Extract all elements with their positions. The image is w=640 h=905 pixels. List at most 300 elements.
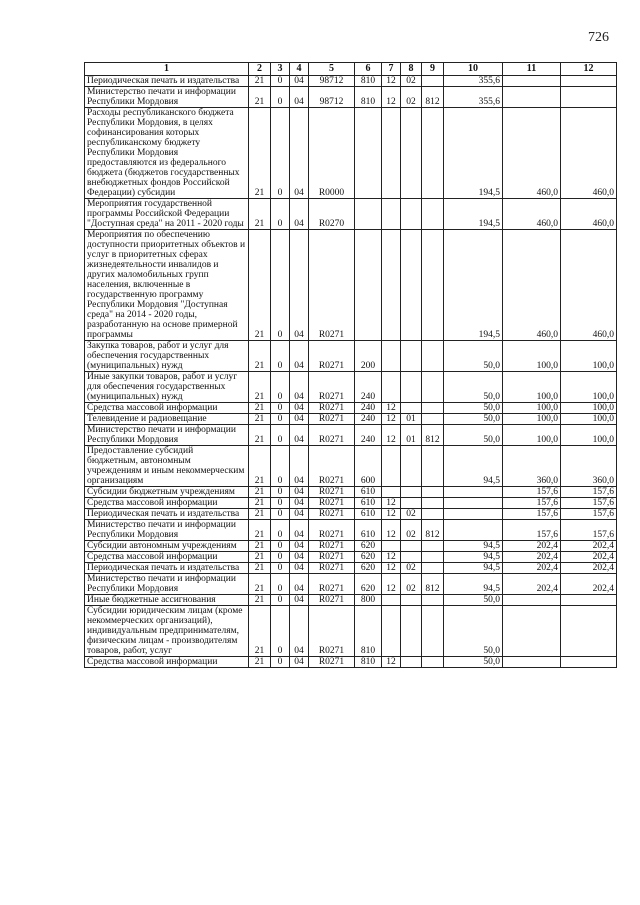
code-cell-2: 21 [249, 341, 271, 372]
column-header: 6 [355, 63, 382, 76]
ministry-code-cell [422, 403, 444, 414]
code-cell-2: 21 [249, 595, 271, 606]
subsection-cell [401, 199, 422, 230]
amount-cell-col11: 460,0 [503, 230, 561, 341]
amount-cell-col12 [561, 76, 617, 87]
amount-cell-col10: 50,0 [444, 657, 503, 668]
amount-cell-col10: 50,0 [444, 414, 503, 425]
subsection-cell: 02 [401, 87, 422, 108]
section-cell: 12 [382, 498, 401, 509]
target-article-cell: R0271 [309, 574, 355, 595]
subsection-cell: 02 [401, 509, 422, 520]
target-article-cell: R0271 [309, 341, 355, 372]
row-name-cell: Субсидии юридическим лицам (кроме некоммерческих организаций), индивидуальным предпринимателям, физическим лицам - производителям товаров, работ, услуг [85, 606, 249, 657]
amount-cell-col12: 157,6 [561, 487, 617, 498]
table-row [85, 403, 617, 414]
amount-cell-col10: 50,0 [444, 403, 503, 414]
code-cell-2: 21 [249, 498, 271, 509]
subsection-cell [401, 341, 422, 372]
section-cell [382, 487, 401, 498]
amount-cell-col12: 100,0 [561, 414, 617, 425]
code-cell-2: 21 [249, 509, 271, 520]
target-article-cell: R0271 [309, 487, 355, 498]
table-body [85, 76, 617, 668]
subsection-cell [401, 108, 422, 199]
ministry-code-cell: 812 [422, 520, 444, 541]
column-header: 7 [382, 63, 401, 76]
code-cell-3: 0 [271, 657, 290, 668]
code-cell-3: 0 [271, 341, 290, 372]
code-cell-2: 21 [249, 230, 271, 341]
section-cell [382, 199, 401, 230]
section-cell: 12 [382, 563, 401, 574]
code-cell-3: 0 [271, 372, 290, 403]
row-name-cell: Средства массовой информации [85, 403, 249, 414]
code-cell-4: 04 [290, 657, 309, 668]
section-cell: 12 [382, 403, 401, 414]
row-name-cell: Периодическая печать и издательства [85, 76, 249, 87]
amount-cell-col11: 100,0 [503, 372, 561, 403]
code-cell-4: 04 [290, 509, 309, 520]
code-cell-2: 21 [249, 552, 271, 563]
section-cell [382, 541, 401, 552]
expense-type-cell [355, 230, 382, 341]
amount-cell-col10: 355,6 [444, 76, 503, 87]
code-cell-2: 21 [249, 574, 271, 595]
amount-cell-col12: 202,4 [561, 574, 617, 595]
amount-cell-col12: 460,0 [561, 108, 617, 199]
subsection-cell: 01 [401, 414, 422, 425]
target-article-cell: R0271 [309, 403, 355, 414]
section-cell [382, 372, 401, 403]
subsection-cell: 02 [401, 563, 422, 574]
code-cell-2: 21 [249, 372, 271, 403]
subsection-cell [401, 498, 422, 509]
target-article-cell: R0271 [309, 425, 355, 446]
code-cell-4: 04 [290, 563, 309, 574]
code-cell-4: 04 [290, 552, 309, 563]
amount-cell-col11 [503, 76, 561, 87]
code-cell-4: 04 [290, 425, 309, 446]
table-row [85, 574, 617, 595]
table-row [85, 520, 617, 541]
expense-type-cell: 610 [355, 509, 382, 520]
target-article-cell: 98712 [309, 87, 355, 108]
target-article-cell: R0271 [309, 372, 355, 403]
section-cell [382, 606, 401, 657]
code-cell-3: 0 [271, 509, 290, 520]
table-row [85, 76, 617, 87]
code-cell-4: 04 [290, 574, 309, 595]
amount-cell-col10: 50,0 [444, 341, 503, 372]
row-name-cell: Иные закупки товаров, работ и услуг для обеспечения государственных (муниципальных) нужд [85, 372, 249, 403]
target-article-cell: R0000 [309, 108, 355, 199]
ministry-code-cell [422, 552, 444, 563]
amount-cell-col10: 194,5 [444, 108, 503, 199]
row-name-cell: Министерство печати и информации Республики Мордовия [85, 520, 249, 541]
subsection-cell: 02 [401, 574, 422, 595]
page-number: 726 [588, 30, 609, 45]
target-article-cell: R0271 [309, 563, 355, 574]
row-name-cell: Мероприятия по обеспечению доступности приоритетных объектов и услуг в приоритетных сферах жизнедеятельности инвалидов и других маломобильных групп населения, включенные в государственную программу Республики Мордовия "Доступная среда" на 2014 - 2020 годы, разработанную на основе примерной программы [85, 230, 249, 341]
code-cell-3: 0 [271, 230, 290, 341]
row-name-cell: Министерство печати и информации Республики Мордовия [85, 574, 249, 595]
code-cell-2: 21 [249, 108, 271, 199]
expense-type-cell: 200 [355, 341, 382, 372]
code-cell-2: 21 [249, 563, 271, 574]
table-row [85, 552, 617, 563]
target-article-cell: R0270 [309, 199, 355, 230]
ministry-code-cell [422, 563, 444, 574]
subsection-cell: 01 [401, 425, 422, 446]
amount-cell-col11: 202,4 [503, 552, 561, 563]
code-cell-2: 21 [249, 403, 271, 414]
row-name-cell: Закупка товаров, работ и услуг для обеспечения государственных (муниципальных) нужд [85, 341, 249, 372]
ministry-code-cell [422, 76, 444, 87]
expense-type-cell: 810 [355, 87, 382, 108]
table-row [85, 595, 617, 606]
section-cell: 12 [382, 414, 401, 425]
expense-type-cell: 800 [355, 595, 382, 606]
table-row [85, 230, 617, 341]
target-article-cell: R0271 [309, 657, 355, 668]
subsection-cell [401, 446, 422, 487]
section-cell: 12 [382, 657, 401, 668]
ministry-code-cell: 812 [422, 425, 444, 446]
row-name-cell: Средства массовой информации [85, 657, 249, 668]
amount-cell-col10: 94,5 [444, 552, 503, 563]
target-article-cell: R0271 [309, 520, 355, 541]
code-cell-3: 0 [271, 595, 290, 606]
amount-cell-col10: 94,5 [444, 446, 503, 487]
subsection-cell [401, 372, 422, 403]
expense-type-cell: 810 [355, 76, 382, 87]
section-cell: 12 [382, 574, 401, 595]
section-cell: 12 [382, 425, 401, 446]
amount-cell-col11: 157,6 [503, 520, 561, 541]
amount-cell-col11 [503, 87, 561, 108]
code-cell-3: 0 [271, 498, 290, 509]
row-name-cell: Субсидии автономным учреждениям [85, 541, 249, 552]
code-cell-3: 0 [271, 520, 290, 541]
expense-type-cell: 620 [355, 552, 382, 563]
amount-cell-col11: 100,0 [503, 414, 561, 425]
amount-cell-col10: 94,5 [444, 541, 503, 552]
target-article-cell: R0271 [309, 230, 355, 341]
amount-cell-col11 [503, 606, 561, 657]
code-cell-3: 0 [271, 563, 290, 574]
amount-cell-col12: 157,6 [561, 498, 617, 509]
amount-cell-col11: 157,6 [503, 498, 561, 509]
table-row [85, 341, 617, 372]
amount-cell-col11: 460,0 [503, 108, 561, 199]
section-cell [382, 108, 401, 199]
amount-cell-col12 [561, 87, 617, 108]
subsection-cell: 02 [401, 76, 422, 87]
ministry-code-cell [422, 487, 444, 498]
row-name-cell: Телевидение и радиовещание [85, 414, 249, 425]
expense-type-cell: 240 [355, 425, 382, 446]
code-cell-3: 0 [271, 425, 290, 446]
row-name-cell: Расходы республиканского бюджета Республики Мордовия, в целях софинансирования которых республиканскому бюджету Республики Мордовия предоставляются из федерального бюджета (бюджетов государственных внебюджетных фондов Российской Федерации) субсидии [85, 108, 249, 199]
budget-table [84, 62, 617, 668]
amount-cell-col12: 202,4 [561, 563, 617, 574]
subsection-cell [401, 595, 422, 606]
table-row [85, 541, 617, 552]
code-cell-2: 21 [249, 520, 271, 541]
subsection-cell [401, 487, 422, 498]
code-cell-3: 0 [271, 414, 290, 425]
code-cell-4: 04 [290, 403, 309, 414]
code-cell-2: 21 [249, 446, 271, 487]
code-cell-3: 0 [271, 403, 290, 414]
code-cell-4: 04 [290, 372, 309, 403]
amount-cell-col12: 100,0 [561, 425, 617, 446]
amount-cell-col10 [444, 509, 503, 520]
code-cell-2: 21 [249, 541, 271, 552]
ministry-code-cell [422, 541, 444, 552]
ministry-code-cell [422, 657, 444, 668]
table-row [85, 108, 617, 199]
column-header: 10 [444, 63, 503, 76]
column-header: 2 [249, 63, 271, 76]
expense-type-cell: 620 [355, 563, 382, 574]
subsection-cell [401, 657, 422, 668]
subsection-cell [401, 230, 422, 341]
ministry-code-cell [422, 230, 444, 341]
section-cell [382, 230, 401, 341]
target-article-cell: R0271 [309, 552, 355, 563]
expense-type-cell [355, 108, 382, 199]
section-cell: 12 [382, 76, 401, 87]
section-cell: 12 [382, 509, 401, 520]
amount-cell-col12: 460,0 [561, 199, 617, 230]
row-name-cell: Периодическая печать и издательства [85, 509, 249, 520]
amount-cell-col10: 194,5 [444, 199, 503, 230]
ministry-code-cell [422, 414, 444, 425]
amount-cell-col10: 50,0 [444, 606, 503, 657]
amount-cell-col11: 460,0 [503, 199, 561, 230]
code-cell-4: 04 [290, 199, 309, 230]
row-name-cell: Средства массовой информации [85, 552, 249, 563]
ministry-code-cell: 812 [422, 87, 444, 108]
section-cell: 12 [382, 552, 401, 563]
expense-type-cell: 600 [355, 446, 382, 487]
amount-cell-col12: 202,4 [561, 552, 617, 563]
ministry-code-cell [422, 108, 444, 199]
table-row [85, 606, 617, 657]
section-cell: 12 [382, 87, 401, 108]
amount-cell-col11: 202,4 [503, 563, 561, 574]
expense-type-cell: 610 [355, 520, 382, 541]
code-cell-4: 04 [290, 446, 309, 487]
amount-cell-col10: 355,6 [444, 87, 503, 108]
code-cell-2: 21 [249, 425, 271, 446]
code-cell-3: 0 [271, 108, 290, 199]
table-row [85, 657, 617, 668]
amount-cell-col12: 157,6 [561, 509, 617, 520]
target-article-cell: R0271 [309, 414, 355, 425]
amount-cell-col11 [503, 595, 561, 606]
code-cell-4: 04 [290, 498, 309, 509]
amount-cell-col12 [561, 606, 617, 657]
ministry-code-cell [422, 509, 444, 520]
table-row [85, 509, 617, 520]
code-cell-4: 04 [290, 341, 309, 372]
section-cell: 12 [382, 520, 401, 541]
code-cell-4: 04 [290, 414, 309, 425]
code-cell-3: 0 [271, 446, 290, 487]
amount-cell-col10 [444, 498, 503, 509]
subsection-cell [401, 606, 422, 657]
code-cell-2: 21 [249, 87, 271, 108]
code-cell-4: 04 [290, 87, 309, 108]
amount-cell-col11: 360,0 [503, 446, 561, 487]
target-article-cell: R0271 [309, 509, 355, 520]
table-row [85, 563, 617, 574]
column-header: 11 [503, 63, 561, 76]
code-cell-4: 04 [290, 230, 309, 341]
expense-type-cell: 240 [355, 372, 382, 403]
amount-cell-col12: 157,6 [561, 520, 617, 541]
expense-type-cell: 620 [355, 574, 382, 595]
code-cell-4: 04 [290, 541, 309, 552]
amount-cell-col12: 460,0 [561, 230, 617, 341]
amount-cell-col12: 100,0 [561, 341, 617, 372]
column-header: 8 [401, 63, 422, 76]
table-row [85, 425, 617, 446]
code-cell-3: 0 [271, 76, 290, 87]
section-cell [382, 595, 401, 606]
target-article-cell: R0271 [309, 498, 355, 509]
code-cell-4: 04 [290, 606, 309, 657]
row-name-cell: Субсидии бюджетным учреждениям [85, 487, 249, 498]
column-header: 4 [290, 63, 309, 76]
code-cell-3: 0 [271, 541, 290, 552]
amount-cell-col12: 100,0 [561, 372, 617, 403]
target-article-cell: R0271 [309, 595, 355, 606]
subsection-cell [401, 541, 422, 552]
ministry-code-cell [422, 199, 444, 230]
code-cell-2: 21 [249, 76, 271, 87]
expense-type-cell: 610 [355, 498, 382, 509]
code-cell-3: 0 [271, 487, 290, 498]
code-cell-3: 0 [271, 606, 290, 657]
table-row [85, 372, 617, 403]
amount-cell-col12: 360,0 [561, 446, 617, 487]
table-row [85, 498, 617, 509]
amount-cell-col10 [444, 487, 503, 498]
amount-cell-col12 [561, 657, 617, 668]
amount-cell-col12: 100,0 [561, 403, 617, 414]
subsection-cell [401, 552, 422, 563]
amount-cell-col11: 202,4 [503, 541, 561, 552]
amount-cell-col10: 194,5 [444, 230, 503, 341]
ministry-code-cell: 812 [422, 574, 444, 595]
row-name-cell: Средства массовой информации [85, 498, 249, 509]
column-header: 1 [85, 63, 249, 76]
expense-type-cell: 240 [355, 414, 382, 425]
expense-type-cell: 240 [355, 403, 382, 414]
column-header-row [85, 63, 617, 76]
section-cell [382, 446, 401, 487]
code-cell-3: 0 [271, 87, 290, 108]
table-row [85, 414, 617, 425]
column-header: 3 [271, 63, 290, 76]
amount-cell-col10: 50,0 [444, 595, 503, 606]
amount-cell-col11: 100,0 [503, 403, 561, 414]
code-cell-4: 04 [290, 487, 309, 498]
amount-cell-col10: 94,5 [444, 563, 503, 574]
table-row [85, 446, 617, 487]
row-name-cell: Периодическая печать и издательства [85, 563, 249, 574]
ministry-code-cell [422, 606, 444, 657]
amount-cell-col11: 202,4 [503, 574, 561, 595]
amount-cell-col10: 94,5 [444, 574, 503, 595]
target-article-cell: R0271 [309, 606, 355, 657]
target-article-cell: R0271 [309, 446, 355, 487]
column-header: 9 [422, 63, 444, 76]
row-name-cell: Предоставление субсидий бюджетным, автономным учреждениям и иным некоммерческим организациям [85, 446, 249, 487]
ministry-code-cell [422, 446, 444, 487]
ministry-code-cell [422, 372, 444, 403]
code-cell-4: 04 [290, 108, 309, 199]
expense-type-cell [355, 199, 382, 230]
code-cell-3: 0 [271, 552, 290, 563]
code-cell-2: 21 [249, 606, 271, 657]
expense-type-cell: 810 [355, 606, 382, 657]
column-header: 5 [309, 63, 355, 76]
code-cell-4: 04 [290, 520, 309, 541]
row-name-cell: Министерство печати и информации Республики Мордовия [85, 87, 249, 108]
code-cell-3: 0 [271, 574, 290, 595]
amount-cell-col10: 50,0 [444, 425, 503, 446]
ministry-code-cell [422, 595, 444, 606]
ministry-code-cell [422, 341, 444, 372]
amount-cell-col11: 157,6 [503, 487, 561, 498]
column-header: 12 [561, 63, 617, 76]
row-name-cell: Иные бюджетные ассигнования [85, 595, 249, 606]
amount-cell-col12 [561, 595, 617, 606]
expense-type-cell: 620 [355, 541, 382, 552]
amount-cell-col11: 100,0 [503, 425, 561, 446]
row-name-cell: Министерство печати и информации Республики Мордовия [85, 425, 249, 446]
ministry-code-cell [422, 498, 444, 509]
code-cell-2: 21 [249, 414, 271, 425]
amount-cell-col11 [503, 657, 561, 668]
table-row [85, 199, 617, 230]
code-cell-4: 04 [290, 595, 309, 606]
code-cell-2: 21 [249, 487, 271, 498]
amount-cell-col10: 50,0 [444, 372, 503, 403]
amount-cell-col11: 100,0 [503, 341, 561, 372]
section-cell [382, 341, 401, 372]
amount-cell-col12: 202,4 [561, 541, 617, 552]
subsection-cell [401, 403, 422, 414]
expense-type-cell: 610 [355, 487, 382, 498]
subsection-cell: 02 [401, 520, 422, 541]
code-cell-2: 21 [249, 657, 271, 668]
expense-type-cell: 810 [355, 657, 382, 668]
code-cell-4: 04 [290, 76, 309, 87]
target-article-cell: R0271 [309, 541, 355, 552]
code-cell-3: 0 [271, 199, 290, 230]
code-cell-2: 21 [249, 199, 271, 230]
target-article-cell: 98712 [309, 76, 355, 87]
amount-cell-col11: 157,6 [503, 509, 561, 520]
row-name-cell: Мероприятия государственной программы Российской Федерации "Доступная среда" на 2011 - 2020 годы [85, 199, 249, 230]
table-row [85, 87, 617, 108]
